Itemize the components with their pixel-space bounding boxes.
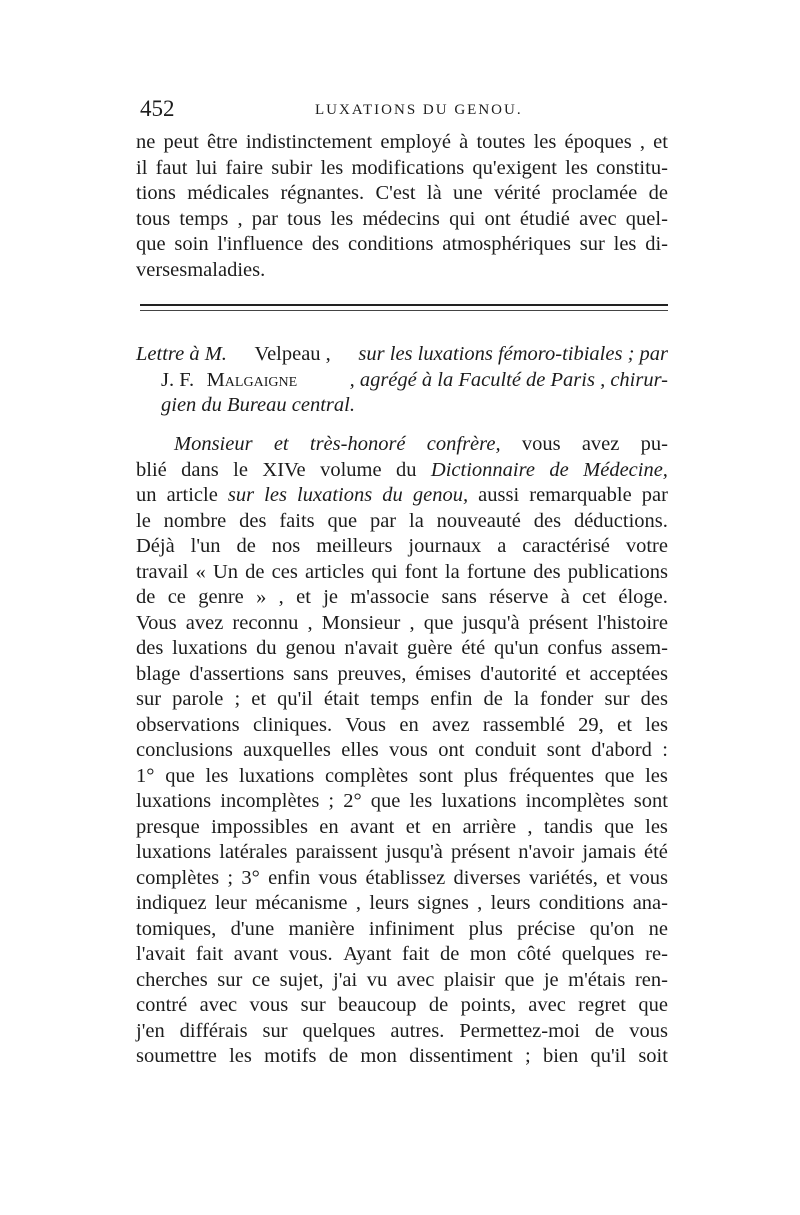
text-line: contré avec vous sur beaucoup de points, avec regret que xyxy=(136,994,668,1016)
text-line: un article sur les luxations du genou, aussi remarquable par xyxy=(136,484,668,506)
title-italic-subject: sur les luxations fémoro-tibiales ; par xyxy=(358,343,668,365)
text-line: luxations incomplètes ; 2° que les luxations incomplètes sont xyxy=(136,790,668,812)
text-line: Déjà l'un de nos meilleurs journaux a caractérisé votre xyxy=(136,535,668,557)
text-line: soumettre les motifs de mon dissentiment ; bien qu'il soit xyxy=(136,1045,668,1067)
text-line: travail « Un de ces articles qui font la fortune des publications xyxy=(136,560,668,583)
page-number: 452 xyxy=(140,96,175,121)
text-line: blage d'assertions sans preuves, émises d'autorité et acceptées xyxy=(136,662,668,685)
title-italic-affiliation: , agrégé à la Faculté de Paris , chirur- xyxy=(349,368,668,391)
text-line: cherches sur ce sujet, j'ai vu avec plaisir que je m'étais ren- xyxy=(136,968,668,991)
text-line: de ce genre » , et je m'associe sans réserve à cet éloge. xyxy=(136,586,668,608)
text-line: le nombre des faits que par la nouveauté des déductions. xyxy=(136,509,668,532)
text-line: Vous avez reconnu , Monsieur , que jusqu'à présent l'histoire xyxy=(136,611,668,634)
text-line: l'avait fait avant vous. Ayant fait de mon côté quelques re- xyxy=(136,943,668,965)
text-line: ne peut être indistinctement employé à toutes les époques , et xyxy=(136,131,668,153)
letter-body xyxy=(136,432,668,1070)
text-line: Monsieur et très-honoré confrère, vous avez pu- xyxy=(174,433,668,455)
text-line: presque impossibles en avant et en arrière , tandis que les xyxy=(136,815,668,838)
article-title xyxy=(136,342,668,419)
text-line: verses maladies. xyxy=(136,258,266,281)
text-line: tous temps , par tous les médecins qui ont étudié avec quel- xyxy=(136,207,668,230)
text-line: luxations latérales paraissent jusqu'à présent n'avoir jamais été xyxy=(136,841,668,863)
title-author: Malgaigne xyxy=(206,368,298,391)
paragraph-continued xyxy=(136,130,668,283)
title-italic-lettre: Lettre à M. xyxy=(136,343,227,365)
text-line: sur parole ; et qu'il était temps enfin de la fonder sur des xyxy=(136,688,668,710)
text-line: des luxations du genou n'avait guère été qu'un confus assem- xyxy=(136,637,668,659)
text-line: observations cliniques. Vous en avez rassemblé 29, et les xyxy=(136,713,668,736)
section-rule-bottom xyxy=(140,310,668,311)
title-italic-bureau: gien du Bureau central. xyxy=(161,394,355,416)
text-line: blié dans le XIVe volume du Dictionnaire de Médecine, xyxy=(136,458,668,481)
text-line: tions médicales régnantes. C'est là une vérité proclamée de xyxy=(136,182,668,204)
text-line: 1° que les luxations complètes sont plus fréquentes que les xyxy=(136,764,668,787)
text-line: il faut lui faire subir les modifications qu'exigent les constitu- xyxy=(136,156,668,179)
text-line: indiquez leur mécanisme , leurs signes , leurs conditions ana- xyxy=(136,892,668,914)
title-initials: J. F. xyxy=(161,368,195,391)
section-rule-top xyxy=(140,304,668,306)
text-line: j'en différais sur quelques autres. Permettez-moi de vous xyxy=(136,1019,668,1042)
running-head: LUXATIONS DU GENOU. xyxy=(315,102,523,118)
title-velpeau: Velpeau , xyxy=(254,343,331,365)
text-line: que soin l'influence des conditions atmosphériques sur les di- xyxy=(136,233,668,255)
text-line: complètes ; 3° enfin vous établissez diverses variétés, et vous xyxy=(136,866,668,889)
page-header xyxy=(140,96,670,126)
text-line: tomiques, d'une manière infiniment plus précise qu'on ne xyxy=(136,917,668,940)
text-line: conclusions auxquelles elles vous ont conduit sont d'abord : xyxy=(136,739,668,761)
